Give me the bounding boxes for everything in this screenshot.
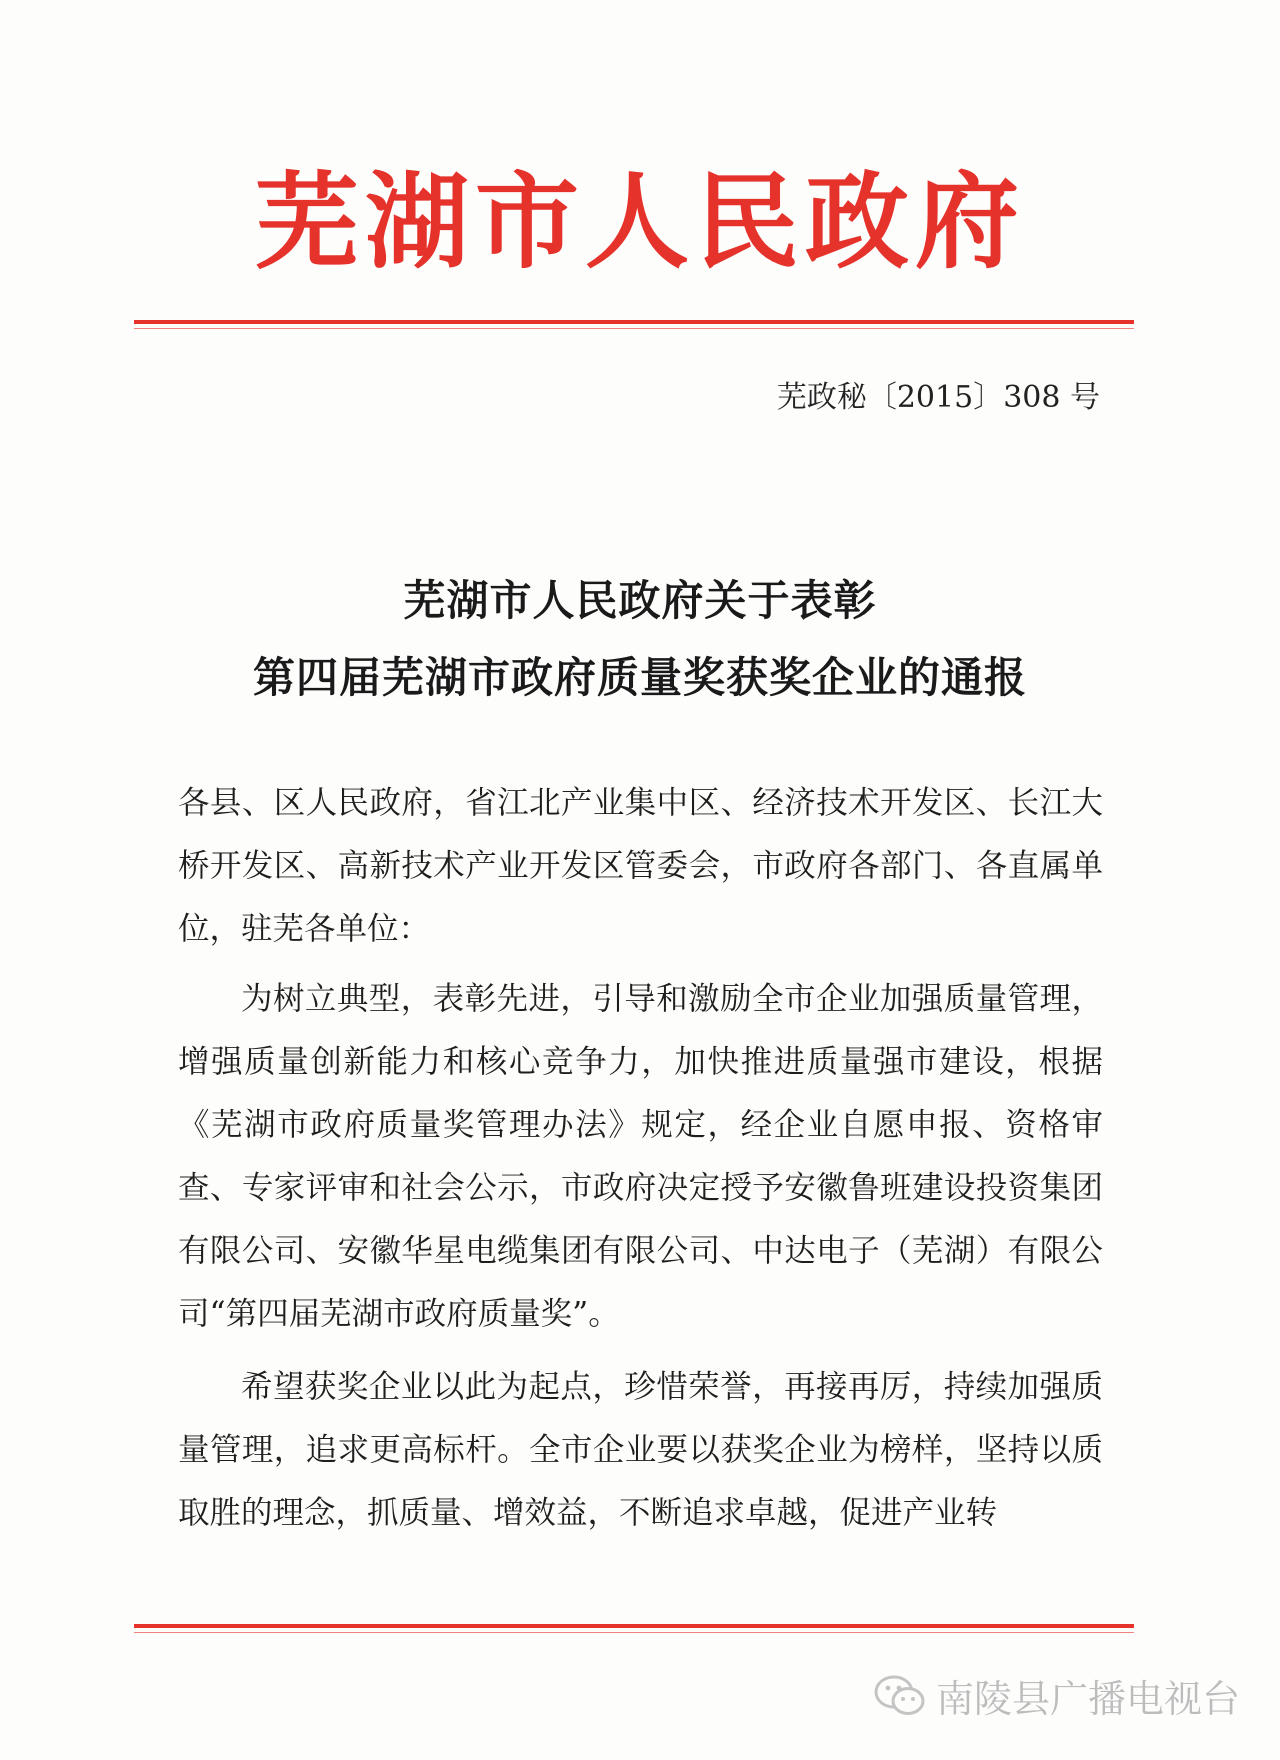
document-title-line-2: 第四届芜湖市政府质量奖获奖企业的通报 (252, 653, 1027, 702)
red-footer-rule-thin (134, 1632, 1134, 1633)
red-header-rule (134, 320, 1134, 324)
wechat-icon (874, 1674, 926, 1718)
source-watermark (874, 1668, 1240, 1723)
salutation-paragraph: 各县、区人民政府，省江北产业集中区、经济技术开发区、长江大桥开发区、高新技术产业开发区管委会，市政府各部门、各直属单位，驻芜各单位： (178, 785, 1103, 947)
document-number: 芜政秘〔2015〕308 号 (776, 380, 1100, 415)
issuer-masthead: 芜湖市人民政府 (254, 160, 1025, 283)
red-footer-rule (134, 1624, 1134, 1628)
red-header-rule-thin (134, 328, 1134, 329)
document-title-line-1: 芜湖市人民政府关于表彰 (403, 576, 877, 625)
body-paragraph-2: 希望获奖企业以此为起点，珍惜荣誉，再接再厉，持续加强质量管理，追求更高标杆。全市企业要以获奖企业为榜样，坚持以质取胜的理念，抓质量、增效益，不断追求卓越，促进产业转 (178, 1369, 1103, 1531)
watermark-text: 南陵县广播电视台 (935, 1677, 1240, 1721)
body-paragraph-1: 为树立典型，表彰先进，引导和激励全市企业加强质量管理，增强质量创新能力和核心竞争力，加快推进质量强市建设，根据《芜湖市政府质量奖管理办法》规定，经企业自愿申报、资格审查、专家评审和社会公示，市政府决定授予安徽鲁班建设投资集团有限公司、安徽华星电缆集团有限公司、中达电子（芜湖）有限公司“第四届芜湖市政府质量奖”。 (178, 981, 1103, 1332)
